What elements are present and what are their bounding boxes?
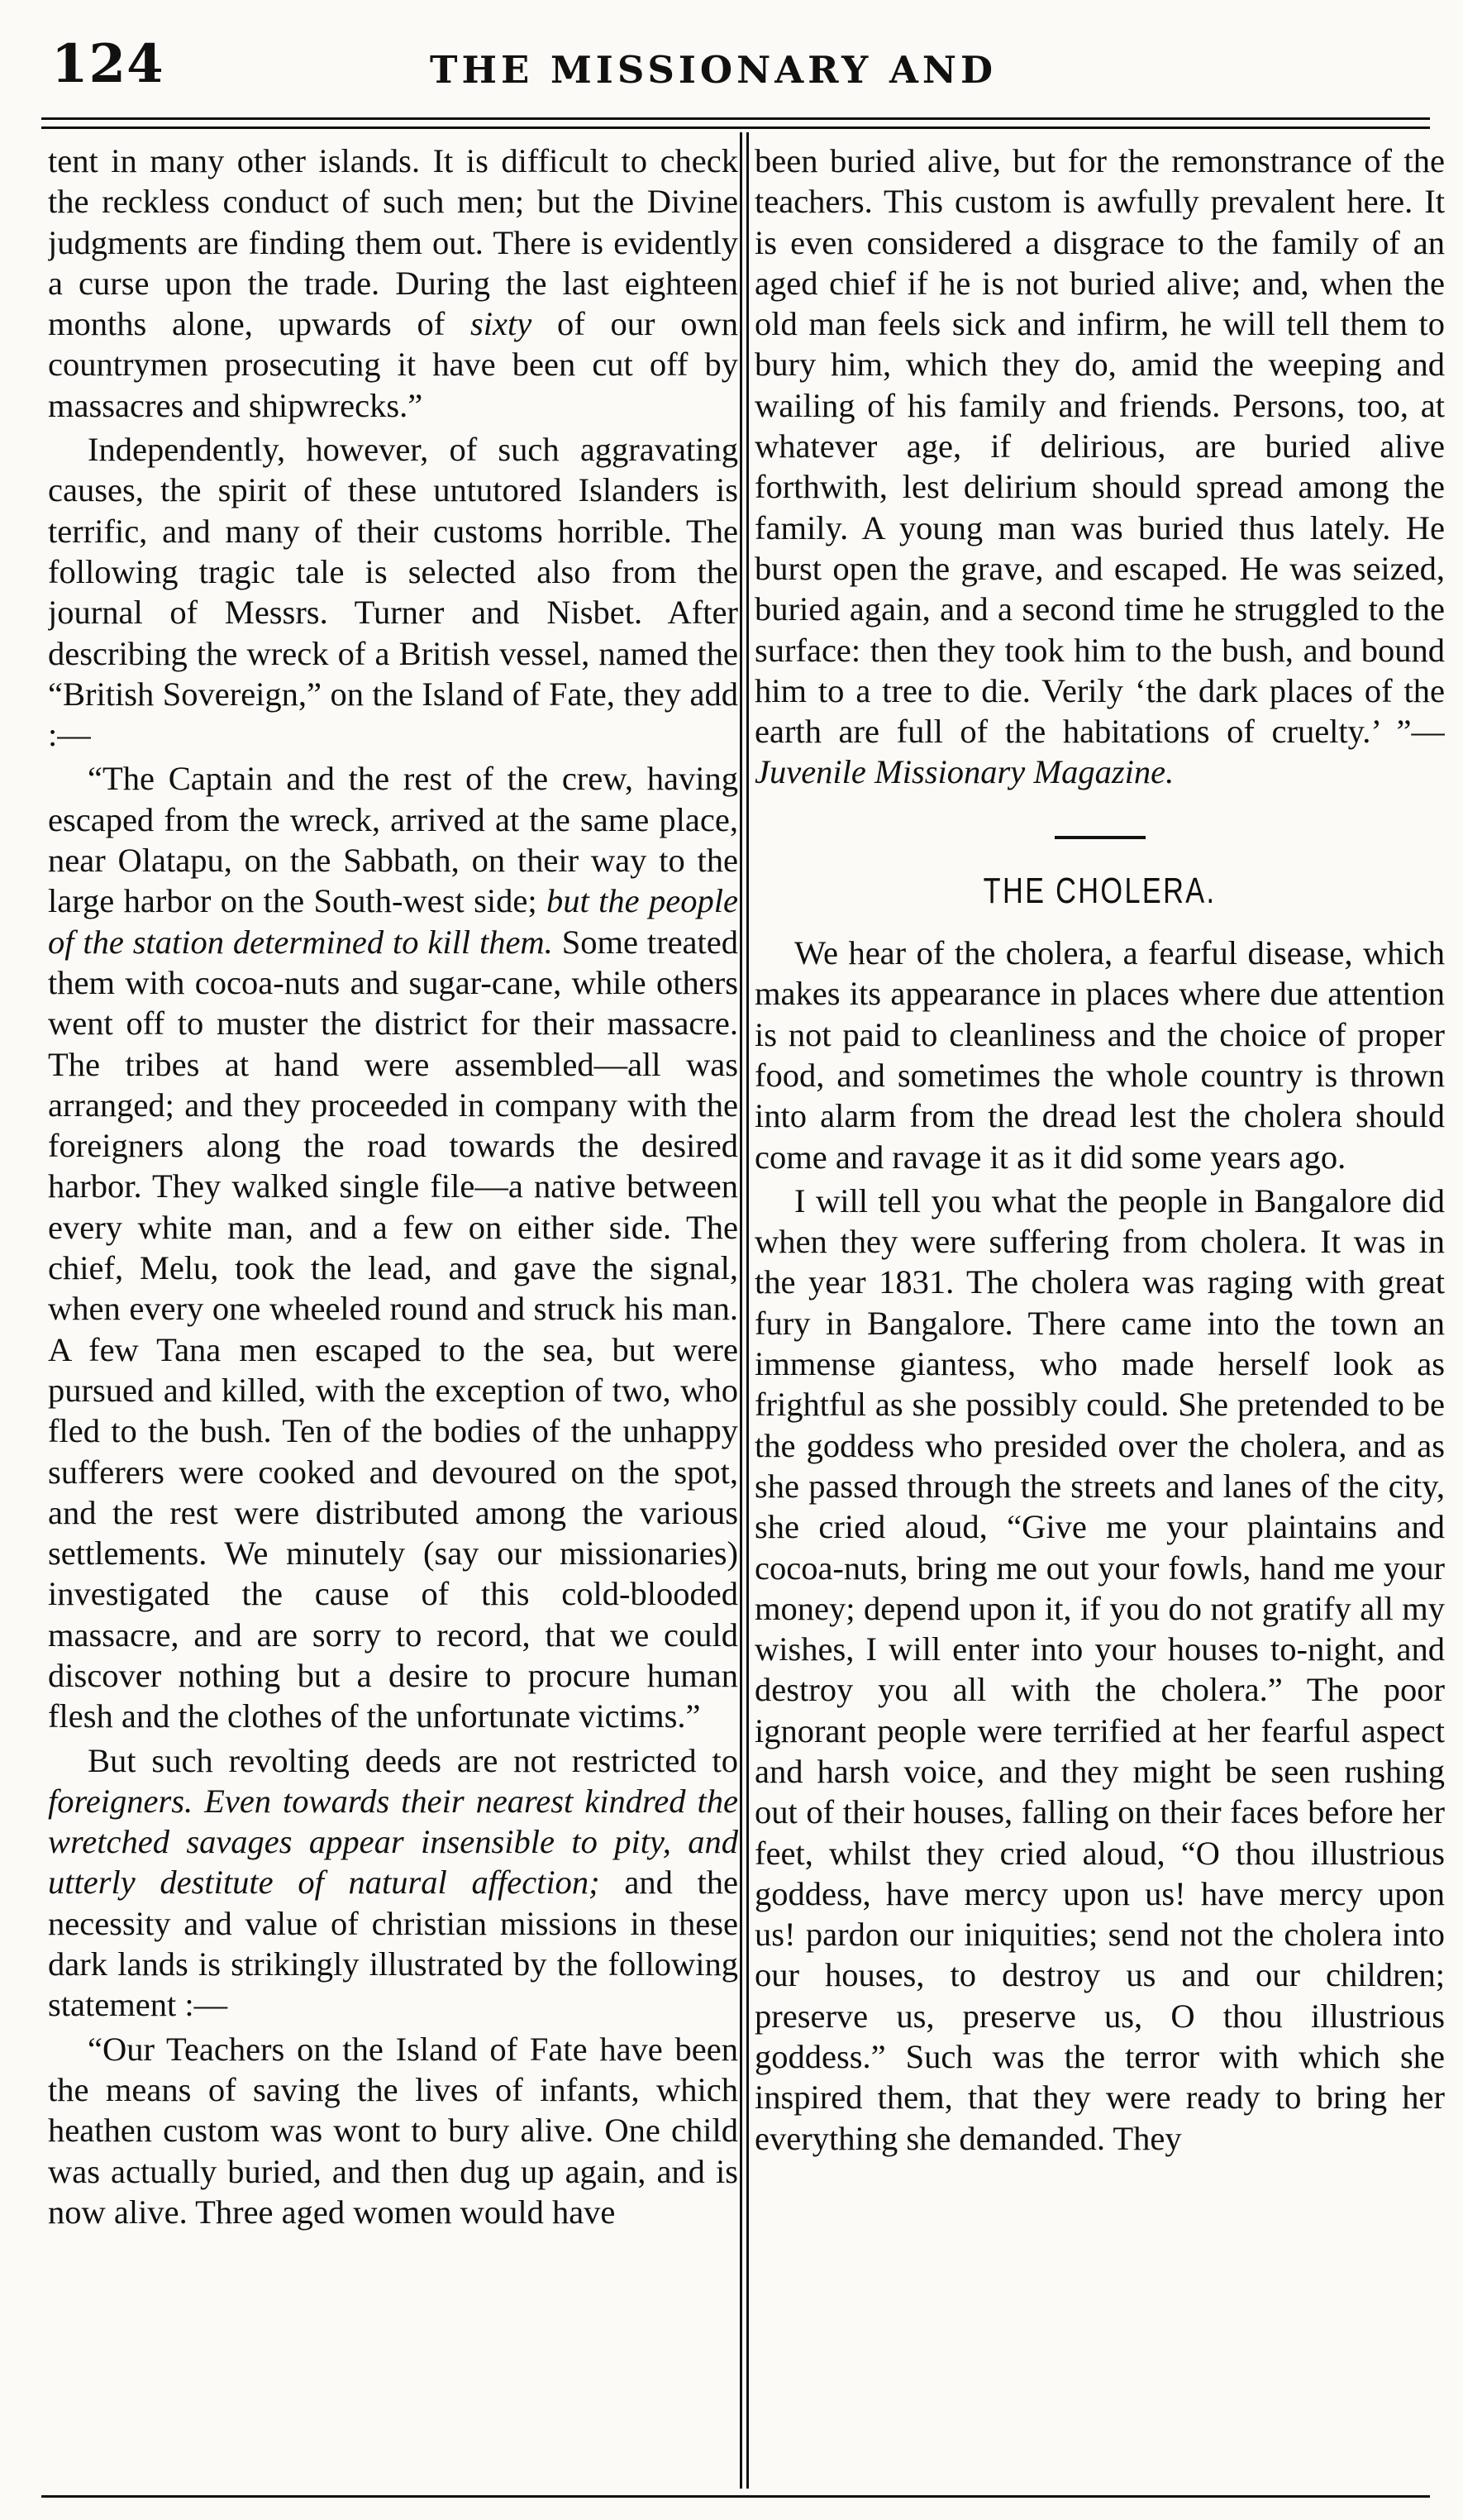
footer-rule bbox=[41, 2495, 1430, 2498]
left-column bbox=[48, 141, 738, 2489]
right-column bbox=[755, 141, 1445, 2489]
header-rule-top bbox=[41, 117, 1430, 120]
header-rule-bottom bbox=[41, 126, 1430, 129]
paragraph: tent in many other islands. It is difficult to check the reckless conduct of such men; but the Divine judgments are finding them out. There is evidently a curse upon the trade. During the last eighteen months alone, upwards of sixty of our own countrymen prosecuting it have been cut off by massacres and shipwrecks.” bbox=[48, 142, 738, 424]
page-number: 124 bbox=[51, 33, 164, 95]
section-title: THE CHOLERA. bbox=[983, 870, 1217, 911]
paragraph: “Our Teachers on the Island of Fate have been the means of saving the lives of infants, which heathen custom was wont to bury alive. One child was actually buried, and then dug up again, and is now alive. Three aged women would have bbox=[48, 2030, 738, 2231]
column-divider-right bbox=[746, 132, 749, 2489]
paragraph: “The Captain and the rest of the crew, having escaped from the wreck, arrived at the same place, near Olatapu, on the Sabbath, on their way to the large harbor on the South-west side; but the people of the station determined to kill them. Some treated them with cocoa-nuts and sugar-cane, while others went off to muster the district for their massacre. The tribes at hand were assembled—all was arranged; and they proceeded in company with the foreigners along the road towards the desired harbor. They walked single file—a native between every white man, and a few on either side. The chief, Melu, took the lead, and gave the signal, when every one wheeled round and struck his man. A few Tana men escaped to the sea, but were pursued and killed, with the exception of two, who fled to the bush. Ten of the bodies of the unhappy sufferers were cooked and devoured on the spot, and the rest were distributed among the various settlements. We minutely (say our missionaries) investigated the cause of this cold-blooded massacre, and are sorry to record, that we could discover nothing but a desire to procure human flesh and the clothes of the unfortunate victims.” bbox=[48, 760, 738, 1735]
paragraph: been buried alive, but for the remonstrance of the teachers. This custom is awfully prevalent here. It is even considered a disgrace to the family of an aged chief if he is not buried alive; and, when the old man feels sick and infirm, he will tell them to bury him, which they do, amid the weeping and wailing of his family and friends. Persons, too, at whatever age, if delirious, are buried alive forthwith, lest delirium should spread among the family. A young man was buried thus lately. He burst open the grave, and escaped. He was seized, buried again, and a second time he struggled to the surface: then they took him to the bush, and bound him to a tree to die. Verily ‘the dark places of the earth are full of the habitations of cruelty.’ ”—Juvenile Missionary Magazine. bbox=[755, 142, 1445, 791]
column-divider-left bbox=[740, 132, 742, 2489]
paragraph: But such revolting deeds are not restricted to foreigners. Even towards their nearest kindred the wretched savages appear insensible to pity, and utterly destitute of natural affection; and the necessity and value of christian missions in these dark lands is strikingly illustrated by the following statement :— bbox=[48, 1741, 738, 2024]
running-title: THE MISSIONARY AND bbox=[430, 48, 998, 92]
paragraph: I will tell you what the people in Bangalore did when they were suffering from cholera. It was in the year 1831. The cholera was raging with great fury in Bangalore. There came into the town an immense giantess, who made herself look as frightful as she possibly could. She pretended to be the goddess who presided over the cholera, and as she passed through the streets and lanes of the city, she cried aloud, “Give me your plaintains and cocoa-nuts, bring me out your fowls, hand me your money; depend upon it, if you do not gratify all my wishes, I will enter into your houses to-night, and destroy you all with the cholera.” The poor ignorant people were terrified at her fearful aspect and harsh voice, and they might be seen rushing out of their houses, falling on their faces before her feet, whilst they cried aloud, “O thou illustrious goddess, have mercy upon us! have mercy upon us! pardon our iniquities; send not the cholera into our houses, to destroy us and our children; preserve us, preserve us, O thou illustrious goddess.” Such was the terror with which she inspired them, that they were ready to bring her everything she demanded. They bbox=[755, 1181, 1445, 2157]
section-divider bbox=[1055, 836, 1146, 839]
paragraph: We hear of the cholera, a fearful disease, which makes its appearance in places where due attention is not paid to cleanliness and the choice of proper food, and sometimes the whole country is thrown into alarm from the dread lest the cholera should come and ravage it as it did some years ago. bbox=[755, 934, 1445, 1176]
paragraph: Independently, however, of such aggravating causes, the spirit of these untutored Islanders is terrific, and many of their customs horrible. The following tragic tale is selected also from the journal of Messrs. Turner and Nisbet. After describing the wreck of a British vessel, named the “British Sovereign,” on the Island of Fate, they add :— bbox=[48, 431, 738, 754]
